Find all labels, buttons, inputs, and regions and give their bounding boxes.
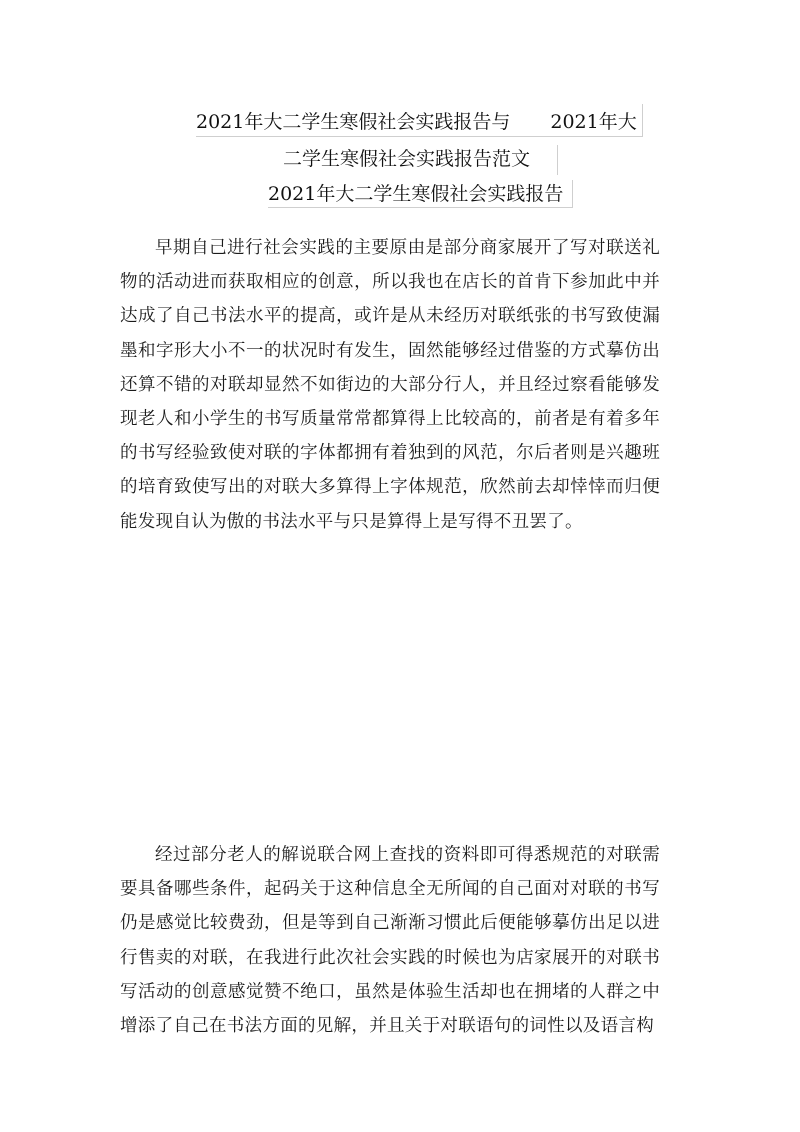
title-line-2-box-right bbox=[557, 145, 558, 175]
title-part-2: 2021年大 bbox=[550, 111, 637, 133]
body-paragraph-1: 早期自己进行社会实践的主要原由是部分商家展开了写对联送礼物的活动进而获取相应的创意，所以我也在店长的首肯下参加此中并达成了自己书法水平的提高，或许是从未经历对联纸张的书写致使漏墨和字形大小不一的状况时有发生，固然能够经过借鉴的方式摹仿出还算不错的对联却显然不如街边的大部分行人，并且经过察看能够发现老人和小学生的书写质量常常都算得上比较高的，前者是有着多年的书写经验致使对联的字体都拥有着独到的风范，尔后者则是兴趣班的培育致使写出的对联大多算得上字体规范，欣然前去却悻悻而归便能发现自认为傲的书法水平与只是算得上是写得不丑罢了。 bbox=[120, 238, 660, 532]
subtitle-box-bottom bbox=[268, 207, 573, 208]
document-subtitle: 2021年大二学生寒假社会实践报告 bbox=[268, 183, 564, 205]
document-title-line-1 bbox=[196, 109, 637, 135]
document-title-line-2: 二学生寒假社会实践报告范文 bbox=[283, 148, 531, 170]
title-part-1: 2021年大二学生寒假社会实践报告与 bbox=[196, 111, 511, 133]
subtitle-box-right bbox=[572, 180, 573, 208]
body-paragraph-2: 经过部分老人的解说联合网上查找的资料即可得悉规范的对联需要具备哪些条件，起码关于这种信息全无所闻的自己面对对联的书写仍是感觉比较费劲，但是等到自己渐渐习惯此后便能够摹仿出足以进行售卖的对联，在我进行此次社会实践的时候也为店家展开的对联书写活动的创意感觉赞不绝口，虽然是体验生活却也在拥堵的人群之中增添了自己在书法方面的见解，并且关于对联语句的词性以及语言构 bbox=[120, 845, 660, 1037]
title-line-1-box-right bbox=[642, 104, 643, 137]
title-line-1-box-bottom bbox=[196, 136, 643, 137]
